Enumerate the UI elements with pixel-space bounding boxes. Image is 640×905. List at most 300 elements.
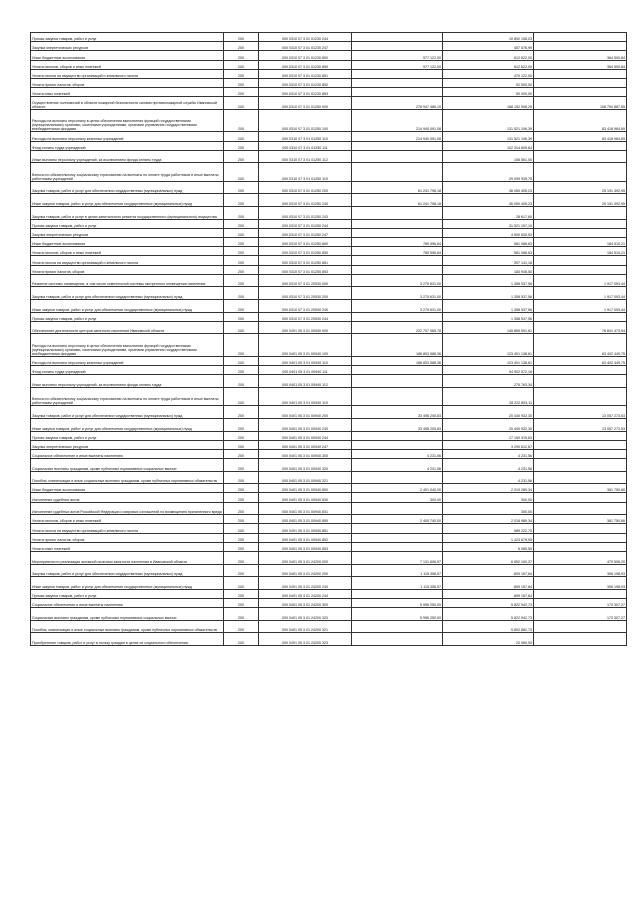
row-unexecuted-cell: 173 307,27 (534, 598, 627, 607)
row-name-cell: Иные бюджетные ассигнования (31, 51, 224, 60)
row-line-code-cell: 200 (224, 542, 259, 551)
row-unexecuted-cell (534, 633, 627, 646)
row-line-code-cell: 200 (224, 132, 259, 141)
row-line-code-cell: 200 (224, 502, 259, 515)
table-row (31, 431, 627, 440)
row-name-cell: Иные бюджетные ассигнования (31, 238, 224, 247)
row-name-cell: Расходы на выплаты персоналу в целях обеспечения выполнения функций государственными (муниципальными) органами, казенными учреждениями, органами управления государственными внебюджетными фондами (31, 109, 224, 132)
row-line-code-cell: 200 (224, 228, 259, 237)
row-executed-cell: 6 085,59 (443, 542, 534, 551)
row-unexecuted-cell: 83 418 984,69 (534, 132, 627, 141)
row-executed-cell: 457 576,99 (443, 42, 534, 51)
row-approved-cell (352, 88, 443, 97)
row-name-cell: Взносы по обязательному социальному страхованию на выплаты по оплате труда работников и иные выплаты работникам учреждений (31, 387, 224, 406)
row-line-code-cell: 200 (224, 88, 259, 97)
row-unexecuted-cell (534, 219, 627, 228)
table-row (31, 542, 627, 551)
row-unexecuted-cell: 381 750,66 (534, 484, 627, 493)
row-unexecuted-cell (534, 150, 627, 163)
row-approved-cell (352, 163, 443, 182)
row-budget-code-cell: 000 0310 07 3 01 01250 850 (259, 247, 352, 256)
row-unexecuted-cell (534, 256, 627, 265)
row-executed-cell: 106 561,00 (443, 150, 534, 163)
row-line-code-cell: 200 (224, 564, 259, 577)
row-executed-cell: 145 865 591,81 (443, 321, 534, 334)
row-unexecuted-cell (534, 493, 627, 502)
row-name-cell: Уплата налогов, сборов и иных платежей (31, 515, 224, 524)
row-budget-code-cell: 000 0310 07 3 01 01250 853 (259, 265, 352, 274)
row-budget-code-cell: 000 0310 07 3 01 20530 244 (259, 312, 352, 321)
row-approved-cell (352, 150, 443, 163)
row-executed-cell: 36 050 405,23 (443, 181, 534, 194)
table-row (31, 502, 627, 515)
row-unexecuted-cell (534, 502, 627, 515)
table-row (31, 141, 627, 150)
row-line-code-cell: 200 (224, 608, 259, 621)
row-approved-cell (352, 633, 443, 646)
row-budget-code-cell: 000 0310 07 3 01 01230 852 (259, 78, 352, 87)
row-budget-code-cell: 000 0310 07 3 01 01230 853 (259, 88, 352, 97)
row-executed-cell: 94 902 572,16 (443, 366, 534, 375)
budget-execution-table (30, 32, 627, 646)
row-name-cell: Уплата налогов, сборов и иных платежей (31, 247, 224, 256)
row-budget-code-cell: 000 0401 05 3 01 00940 200 (259, 406, 352, 419)
row-budget-code-cell: 000 0401 05 3 01 00940 320 (259, 459, 352, 472)
row-budget-code-cell: 000 0401 05 3 01 00940 831 (259, 502, 352, 515)
row-line-code-cell: 200 (224, 60, 259, 69)
row-budget-code-cell: 000 0401 05 3 01 00940 240 (259, 418, 352, 431)
table-row (31, 163, 627, 182)
row-budget-code-cell: 000 0401 05 3 01 00940 112 (259, 375, 352, 388)
table-row (31, 608, 627, 621)
row-executed-cell: 1 358 537,56 (443, 274, 534, 287)
table-row (31, 60, 627, 69)
row-approved-cell: 3 275 631,00 (352, 287, 443, 300)
row-budget-code-cell: 000 0310 07 3 01 01250 851 (259, 256, 352, 265)
row-approved-cell: 61 241 798,18 (352, 181, 443, 194)
row-unexecuted-cell: 306 198,93 (534, 564, 627, 577)
row-line-code-cell: 200 (224, 589, 259, 598)
row-budget-code-cell: 000 0401 05 3 01 00940 119 (259, 387, 352, 406)
table-row (31, 356, 627, 365)
row-line-code-cell: 200 (224, 33, 259, 42)
row-executed-cell: 809 157,64 (443, 564, 534, 577)
row-name-cell: Уплата налога на имущество организаций и земельного налога (31, 256, 224, 265)
row-approved-cell: 977 122,00 (352, 51, 443, 60)
row-approved-cell: 186 803 588,36 (352, 356, 443, 365)
row-approved-cell (352, 312, 443, 321)
table-row (31, 387, 627, 406)
row-line-code-cell: 200 (224, 449, 259, 458)
row-executed-cell: 131 521 106,39 (443, 109, 534, 132)
row-name-cell: Иные закупки товаров, работ и услуг для обеспечения государственных (муниципальных) нужд (31, 194, 224, 207)
row-budget-code-cell: 000 0310 07 3 01 20530 000 (259, 274, 352, 287)
table-row (31, 598, 627, 607)
row-line-code-cell: 200 (224, 418, 259, 431)
row-executed-cell: 1 358 537,56 (443, 299, 534, 312)
row-name-cell: Пособия, компенсации и иные социальные выплаты гражданам, кроме публичных нормативных обязательств (31, 471, 224, 484)
row-name-cell: Уплата иных платежей (31, 88, 224, 97)
row-executed-cell: 581 086,63 (443, 247, 534, 256)
row-unexecuted-cell: 83 418 984,69 (534, 109, 627, 132)
row-line-code-cell: 200 (224, 247, 259, 256)
row-line-code-cell: 200 (224, 440, 259, 449)
row-unexecuted-cell: 184 510,21 (534, 247, 627, 256)
row-name-cell: Иные выплаты персоналу учреждений, за исключением фонда оплаты труда (31, 150, 224, 163)
row-approved-cell (352, 431, 443, 440)
row-line-code-cell: 200 (224, 181, 259, 194)
row-unexecuted-cell (534, 33, 627, 42)
row-approved-cell (352, 228, 443, 237)
row-line-code-cell: 200 (224, 51, 259, 60)
row-line-code-cell: 200 (224, 109, 259, 132)
row-executed-cell: 123 401 138,61 (443, 334, 534, 357)
row-unexecuted-cell (534, 69, 627, 78)
row-line-code-cell: 200 (224, 42, 259, 51)
row-budget-code-cell: 000 0401 05 3 01 24200 244 (259, 589, 352, 598)
row-unexecuted-cell: 25 191 392,95 (534, 181, 627, 194)
row-unexecuted-cell (534, 449, 627, 458)
row-name-cell: Закупка товаров, работ и услуг для обеспечения государственных (муниципальных) нужд (31, 406, 224, 419)
table-row (31, 33, 627, 42)
row-approved-cell: 4 231,56 (352, 449, 443, 458)
table-row (31, 484, 627, 493)
row-budget-code-cell: 000 0310 07 3 01 01250 111 (259, 141, 352, 150)
row-line-code-cell: 200 (224, 334, 259, 357)
table-row (31, 287, 627, 300)
row-budget-code-cell: 000 0310 07 3 01 01250 240 (259, 194, 352, 207)
row-unexecuted-cell: 25 191 392,95 (534, 194, 627, 207)
row-executed-cell: 2 018 989,34 (443, 515, 534, 524)
table-row (31, 132, 627, 141)
row-unexecuted-cell (534, 366, 627, 375)
row-unexecuted-cell (534, 387, 627, 406)
row-budget-code-cell: 000 0401 05 3 01 00940 111 (259, 366, 352, 375)
row-budget-code-cell: 000 0310 07 3 01 01250 244 (259, 219, 352, 228)
row-approved-cell (352, 78, 443, 87)
row-unexecuted-cell: 381 750,66 (534, 515, 627, 524)
row-name-cell: Прочая закупка товаров, работ и услуг (31, 219, 224, 228)
row-executed-cell: 5 802 882,73 (443, 620, 534, 633)
row-line-code-cell: 200 (224, 163, 259, 182)
row-line-code-cell: 200 (224, 484, 259, 493)
row-executed-cell: 29 099 935,75 (443, 163, 534, 182)
row-line-code-cell: 200 (224, 387, 259, 406)
row-name-cell: Закупка товаров, работ и услуг для обеспечения государственных (муниципальных) нужд (31, 181, 224, 194)
row-executed-cell: 5 822 942,73 (443, 598, 534, 607)
row-executed-cell: 168 152 598,25 (443, 97, 534, 110)
row-line-code-cell: 200 (224, 287, 259, 300)
row-budget-code-cell: 000 0310 07 3 01 01250 112 (259, 150, 352, 163)
row-name-cell: Фонд оплаты труда учреждений (31, 141, 224, 150)
table-row (31, 459, 627, 472)
row-approved-cell: 214 940 091,08 (352, 132, 443, 141)
row-approved-cell: 7 131 606,57 (352, 551, 443, 564)
row-line-code-cell: 200 (224, 598, 259, 607)
row-executed-cell: 28 222 803,11 (443, 387, 534, 406)
row-unexecuted-cell (534, 533, 627, 542)
row-approved-cell: 300,00 (352, 493, 443, 502)
row-budget-code-cell: 000 0310 07 3 01 01250 119 (259, 163, 352, 182)
row-line-code-cell: 200 (224, 577, 259, 590)
row-approved-cell: 186 803 588,36 (352, 334, 443, 357)
row-executed-cell: 4 500 630,53 (443, 228, 534, 237)
row-unexecuted-cell (534, 141, 627, 150)
row-approved-cell: 222 707 065,78 (352, 321, 443, 334)
row-unexecuted-cell (534, 228, 627, 237)
row-name-cell: Закупка энергетических ресурсов (31, 228, 224, 237)
row-approved-cell: 1 115 356,57 (352, 564, 443, 577)
row-approved-cell (352, 33, 443, 42)
row-executed-cell: 4 231,56 (443, 471, 534, 484)
row-approved-cell (352, 502, 443, 515)
row-line-code-cell: 200 (224, 78, 259, 87)
row-line-code-cell: 200 (224, 256, 259, 265)
table-row (31, 97, 627, 110)
row-approved-cell: 5 996 250,00 (352, 598, 443, 607)
row-approved-cell: 33 498 205,83 (352, 406, 443, 419)
row-unexecuted-cell: 173 307,27 (534, 608, 627, 621)
row-budget-code-cell: 000 0401 05 3 01 00940 244 (259, 431, 352, 440)
row-unexecuted-cell: 76 841 473,94 (534, 321, 627, 334)
row-name-cell: Приобретение товаров, работ и услуг в пользу граждан в целях их социального обеспечения (31, 633, 224, 646)
row-executed-cell: 809 157,64 (443, 577, 534, 590)
row-approved-cell (352, 387, 443, 406)
row-executed-cell: 397 141,18 (443, 256, 534, 265)
row-executed-cell: 4 231,56 (443, 449, 534, 458)
table-row (31, 449, 627, 458)
row-budget-code-cell: 000 0310 07 3 01 01250 247 (259, 228, 352, 237)
row-unexecuted-cell (534, 440, 627, 449)
row-line-code-cell: 200 (224, 207, 259, 220)
table-row (31, 150, 627, 163)
table-row (31, 181, 627, 194)
row-name-cell: Уплата иных платежей (31, 542, 224, 551)
row-approved-cell (352, 265, 443, 274)
table-row (31, 375, 627, 388)
row-approved-cell: 3 275 631,00 (352, 274, 443, 287)
table-row (31, 194, 627, 207)
row-unexecuted-cell (534, 265, 627, 274)
row-line-code-cell: 200 (224, 356, 259, 365)
table-row (31, 440, 627, 449)
table-row (31, 321, 627, 334)
row-line-code-cell: 200 (224, 238, 259, 247)
row-approved-cell: 4 231,56 (352, 459, 443, 472)
row-line-code-cell: 200 (224, 97, 259, 110)
row-budget-code-cell: 000 0310 07 3 01 01250 000 (259, 97, 352, 110)
table-row (31, 564, 627, 577)
table-row (31, 78, 627, 87)
row-name-cell: Расходы на выплаты персоналу в целях обеспечения выполнения функций государственными (муниципальными) органами, казенными учреждениями, органами управления государственными внебюджетными фондами (31, 334, 224, 357)
row-line-code-cell: 200 (224, 194, 259, 207)
row-budget-code-cell: 000 0310 07 3 01 01250 243 (259, 207, 352, 220)
row-budget-code-cell: 000 0310 07 3 01 20530 240 (259, 299, 352, 312)
row-approved-cell: 3 275 631,00 (352, 299, 443, 312)
row-budget-code-cell: 000 0310 07 3 01 01230 851 (259, 69, 352, 78)
row-approved-cell: 1 115 356,57 (352, 577, 443, 590)
table-row (31, 228, 627, 237)
row-executed-cell: 581 086,63 (443, 238, 534, 247)
table-row (31, 299, 627, 312)
row-name-cell: Иные закупки товаров, работ и услуг для обеспечения государственных (муниципальных) нужд (31, 418, 224, 431)
row-approved-cell (352, 524, 443, 533)
row-executed-cell: 3 290 612,67 (443, 440, 534, 449)
row-executed-cell: 20 060,00 (443, 633, 534, 646)
row-executed-cell: 809 157,64 (443, 589, 534, 598)
row-budget-code-cell: 000 0401 05 3 01 00940 852 (259, 533, 352, 542)
row-line-code-cell: 200 (224, 312, 259, 321)
row-budget-code-cell: 000 0401 05 3 01 00940 300 (259, 449, 352, 458)
row-name-cell: Прочая закупка товаров, работ и услуг (31, 312, 224, 321)
row-line-code-cell: 200 (224, 515, 259, 524)
row-line-code-cell: 200 (224, 551, 259, 564)
row-executed-cell: 1 423 679,05 (443, 533, 534, 542)
row-name-cell: Иные бюджетные ассигнования (31, 484, 224, 493)
row-line-code-cell: 200 (224, 431, 259, 440)
row-name-cell: Иные закупки товаров, работ и услуг для обеспечения государственных (муниципальных) нужд (31, 577, 224, 590)
table-row (31, 219, 627, 228)
row-unexecuted-cell: 364 500,84 (534, 60, 627, 69)
row-executed-cell: 31 521 157,10 (443, 219, 534, 228)
row-executed-cell: 131 521 106,39 (443, 132, 534, 141)
table-row (31, 256, 627, 265)
row-line-code-cell: 200 (224, 150, 259, 163)
row-unexecuted-cell: 364 500,84 (534, 51, 627, 60)
row-executed-cell: 20 440 932,30 (443, 418, 534, 431)
row-name-cell: Развитие системы оповещения, в том числе комплексной системы экстренного оповещения населения (31, 274, 224, 287)
row-budget-code-cell: 000 0401 05 3 01 00940 000 (259, 321, 352, 334)
row-approved-cell (352, 69, 443, 78)
row-name-cell: Закупка товаров, работ и услуг для обеспечения государственных (муниципальных) нужд (31, 287, 224, 300)
row-budget-code-cell: 000 0310 07 3 01 01230 850 (259, 60, 352, 69)
row-unexecuted-cell (534, 78, 627, 87)
row-executed-cell: 36 050 405,23 (443, 194, 534, 207)
table-row (31, 471, 627, 484)
row-approved-cell (352, 589, 443, 598)
row-approved-cell (352, 375, 443, 388)
row-name-cell: Пособия, компенсации и иные социальные выплаты гражданам, кроме публичных нормативных обязательств (31, 620, 224, 633)
table-row (31, 238, 627, 247)
row-budget-code-cell: 000 0401 05 3 01 24200 300 (259, 598, 352, 607)
row-executed-cell: 1 358 537,56 (443, 287, 534, 300)
row-line-code-cell: 200 (224, 299, 259, 312)
row-executed-cell: 589 222,70 (443, 524, 534, 533)
row-executed-cell: 300,00 (443, 493, 534, 502)
row-unexecuted-cell (534, 163, 627, 182)
row-line-code-cell: 200 (224, 524, 259, 533)
row-budget-code-cell: 000 0310 07 3 01 01250 800 (259, 238, 352, 247)
table-row (31, 265, 627, 274)
row-executed-cell: 2 019 289,34 (443, 484, 534, 493)
row-line-code-cell: 200 (224, 141, 259, 150)
row-unexecuted-cell (534, 207, 627, 220)
row-name-cell: Мероприятия по реализации активной политики занятости населения в Ивановской области (31, 551, 224, 564)
table-row (31, 42, 627, 51)
row-line-code-cell: 200 (224, 533, 259, 542)
table-row (31, 247, 627, 256)
row-name-cell: Взносы по обязательному социальному страхованию на выплаты по оплате труда работников и иные выплаты работникам учреждений (31, 163, 224, 182)
row-approved-cell: 977 122,00 (352, 60, 443, 69)
row-name-cell: Расходы на выплаты персоналу казенных учреждений (31, 356, 224, 365)
row-name-cell: Обеспечение деятельности центров занятости населения Ивановской области (31, 321, 224, 334)
table-row (31, 524, 627, 533)
row-executed-cell: 10 892 108,03 (443, 33, 534, 42)
row-approved-cell: 2 401 040,00 (352, 484, 443, 493)
row-name-cell: Закупка энергетических ресурсов (31, 440, 224, 449)
row-budget-code-cell: 000 0401 05 3 01 00940 851 (259, 524, 352, 533)
row-executed-cell: 28 617,60 (443, 207, 534, 220)
row-budget-code-cell: 000 0310 07 3 01 01250 200 (259, 181, 352, 194)
table-row (31, 589, 627, 598)
row-executed-cell: 123 401 138,61 (443, 356, 534, 365)
row-line-code-cell: 200 (224, 406, 259, 419)
row-approved-cell (352, 620, 443, 633)
row-approved-cell: 765 596,84 (352, 238, 443, 247)
row-approved-cell (352, 471, 443, 484)
table-row (31, 334, 627, 357)
row-unexecuted-cell: 13 057 273,53 (534, 406, 627, 419)
row-name-cell: Уплата прочих налогов, сборов (31, 265, 224, 274)
table-row (31, 69, 627, 78)
row-unexecuted-cell (534, 542, 627, 551)
row-budget-code-cell: 000 0310 07 3 01 01230 247 (259, 42, 352, 51)
table-row (31, 207, 627, 220)
row-unexecuted-cell: 108 794 887,85 (534, 97, 627, 110)
row-unexecuted-cell: 1 917 093,44 (534, 299, 627, 312)
row-executed-cell: 50 000,00 (443, 88, 534, 97)
row-name-cell: Иные закупки товаров, работ и услуг для обеспечения государственных (муниципальных) нужд (31, 299, 224, 312)
row-line-code-cell: 200 (224, 366, 259, 375)
row-approved-cell (352, 141, 443, 150)
row-executed-cell: 183 945,50 (443, 265, 534, 274)
row-unexecuted-cell: 479 506,20 (534, 551, 627, 564)
row-line-code-cell: 200 (224, 321, 259, 334)
row-unexecuted-cell: 63 402 449,75 (534, 334, 627, 357)
row-unexecuted-cell: 1 917 093,44 (534, 274, 627, 287)
table-row (31, 418, 627, 431)
row-executed-cell: 4 231,56 (443, 459, 534, 472)
row-executed-cell: 5 822 942,73 (443, 608, 534, 621)
row-name-cell: Прочая закупка товаров, работ и услуг (31, 33, 224, 42)
table-row (31, 366, 627, 375)
row-approved-cell (352, 440, 443, 449)
row-name-cell: Закупка товаров, работ и услуг в целях капитального ремонта государственного (муниципального) имущества (31, 207, 224, 220)
row-budget-code-cell: 000 0310 07 3 01 01250 100 (259, 109, 352, 132)
row-name-cell: Закупка энергетических ресурсов (31, 42, 224, 51)
row-budget-code-cell: 000 0401 05 3 01 24200 320 (259, 608, 352, 621)
table-row (31, 577, 627, 590)
row-budget-code-cell: 000 0401 05 3 01 00940 110 (259, 356, 352, 365)
row-name-cell: Фонд оплаты труда учреждений (31, 366, 224, 375)
row-name-cell: Исполнение судебных актов (31, 493, 224, 502)
row-approved-cell (352, 256, 443, 265)
row-approved-cell: 2 400 740,00 (352, 515, 443, 524)
row-budget-code-cell: 000 0401 05 3 01 00940 853 (259, 542, 352, 551)
row-approved-cell: 276 947 486,10 (352, 97, 443, 110)
row-approved-cell (352, 219, 443, 228)
row-budget-code-cell: 000 0401 05 3 01 00940 247 (259, 440, 352, 449)
row-approved-cell (352, 42, 443, 51)
row-line-code-cell: 200 (224, 274, 259, 287)
row-executed-cell: 275 763,34 (443, 375, 534, 388)
table-row (31, 88, 627, 97)
table-row (31, 274, 627, 287)
row-name-cell: Прочая закупка товаров, работ и услуг (31, 589, 224, 598)
row-unexecuted-cell (534, 524, 627, 533)
row-budget-code-cell: 000 0310 07 3 01 01230 800 (259, 51, 352, 60)
row-unexecuted-cell: 184 510,21 (534, 238, 627, 247)
